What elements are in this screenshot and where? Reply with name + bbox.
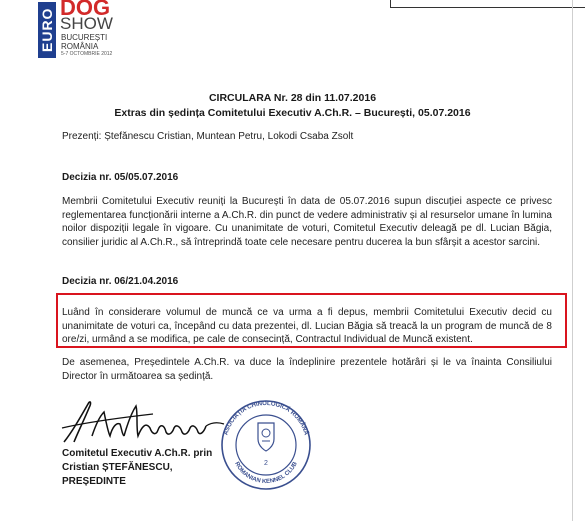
logo-country: ROMÂNIA: [61, 42, 99, 51]
logo-euro-vertical: EURO: [38, 2, 56, 58]
eurodog-show-logo: [38, 0, 148, 62]
closing-paragraph: De asemenea, Președintele A.Ch.R. va duce la îndeplinire prezentele hotărâri și le va înainta Consiliului Director în următoarea sa ședință.: [62, 357, 552, 382]
attendees-line: Prezenți: Ștefănescu Cristian, Muntean Petru, Lokodi Csaba Zsolt: [62, 131, 354, 142]
stamp-top-text: ASOCIAȚIA CHINOLOGICĂ ROMÂNĂ: [223, 400, 309, 436]
stamp-emblem-icon: [258, 423, 274, 451]
circular-subheading: Extras din ședința Comitetului Executiv A.Ch.R. – București, 05.07.2016: [114, 107, 471, 119]
circular-heading: CIRCULARA Nr. 28 din 11.07.2016: [208, 92, 377, 104]
logo-city: BUCUREȘTI: [61, 33, 108, 42]
stamp-number: 2: [264, 460, 268, 467]
handwritten-signature: [58, 392, 228, 448]
decision-title-05: Decizia nr. 05/05.07.2016: [62, 172, 179, 183]
official-stamp: [212, 393, 320, 493]
logo-show: SHOW: [60, 14, 113, 33]
page-edge-line: [572, 0, 573, 521]
decision-title-06: Decizia nr. 06/21.04.2016: [62, 276, 179, 287]
svg-text:ASOCIAȚIA CHINOLOGICĂ ROMÂNĂ: [223, 401, 310, 437]
decision-text-05: Membrii Comitetului Executiv reuniți la București în data de 05.07.2016 supun discuției aspecte ce privesc reglementarea funcționării interne a A.Ch.R. din punct de vedere administrativ și al resurselor umane în lumina noilor dispoziții legale în vigoare. Cu unanimitate de voturi, Comitetul Executiv deleagă pe dl. Lucian Băgia, consilier juridic al A.Ch.R., să întreprindă toate cele necesare pentru ducerea la bun sfârșit a acestor sarcini.: [62, 196, 552, 248]
header-corner-box: [390, 0, 585, 8]
logo-dates: 5-7 OCTOMBRIE 2012: [61, 51, 113, 57]
logo-dog: DOG: [60, 0, 111, 20]
signature-line-committee: Comitetul Executiv A.Ch.R. prin: [62, 448, 213, 459]
stamp-bottom-text: ROMANIAN KENNEL CLUB: [233, 461, 299, 486]
signature-line-name: Cristian ȘTEFĂNESCU,: [62, 462, 173, 473]
decision-text-06: Luând în considerare volumul de muncă ce va urma a fi depus, membrii Comitetului Executiv decid cu unanimitate de voturi ca, începând cu data prezentei, dl. Lucian Băgia să treacă la un program de muncă de 8 ore/zi, urmând a se modifica, pe cale de consecință, Contractul Individual de Muncă existent.: [62, 307, 552, 345]
signature-line-title: PREȘEDINTE: [62, 476, 126, 487]
